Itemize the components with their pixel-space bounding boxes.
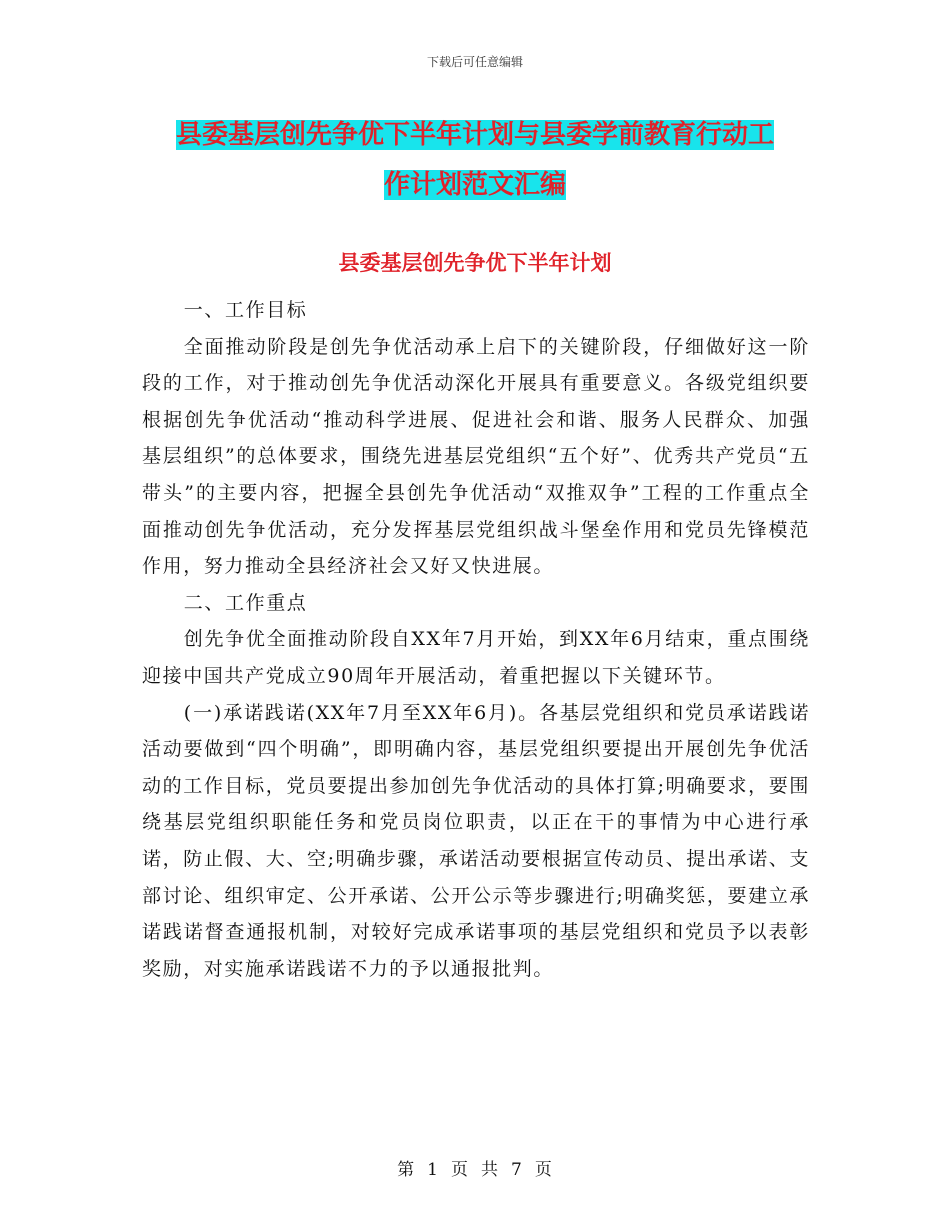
footer-page-unit: 页 — [451, 1160, 469, 1180]
page-footer — [0, 1155, 950, 1180]
footer-page-number: 1 — [427, 1160, 439, 1180]
paragraph: 全面推动阶段是创先争优活动承上启下的关键阶段，仔细做好这一阶段的工作，对于推动创先争优活动深化开展具有重要意义。各级党组织要根据创先争优活动“推动科学进展、促进社会和谐、服务人民群众、加强基层组织”的总体要求，围绕先进基层党组织“五个好”、优秀共产党员“五带头”的主要内容，把握全县创先争优活动“双推双争”工程的工作重点全面推动创先争优活动，充分发挥基层党组织战斗堡垒作用和党员先锋模范作用，努力推动全县经济社会又好又快进展。 — [142, 335, 810, 578]
section-title: 县委基层创先争优下半年计划 — [338, 251, 612, 275]
heading-work-goals: 一、工作目标 — [183, 299, 308, 321]
footer-page-label: 第 — [397, 1160, 416, 1180]
document-title — [140, 110, 810, 210]
document-title-line-1: 县委基层创先争优下半年计划与县委学前教育行动工 — [175, 120, 774, 150]
document-title-line-2: 作计划范文汇编 — [383, 170, 566, 200]
paragraph: (一)承诺践诺(XX年7月至XX年6月)。各基层党组织和党员承诺践诺活动要做到“四个明确”，即明确内容，基层党组织要提出开展创先争优活动的工作目标，党员要提出参加创先争优活动的具体打算;明确要求，要围绕基层党组织职能任务和党员岗位职责，以正在干的事情为中心进行承诺，防止假、大、空;明确步骤，承诺活动要根据宣传动员、提出承诺、支部讨论、组织审定、公开承诺、公开公示等步骤进行;明确奖惩，要建立承诺践诺督查通报机制，对较好完成承诺事项的基层党组织和党员予以表彰奖励，对实施承诺践诺不力的予以通报批判。 — [142, 701, 810, 980]
paragraph: 创先争优全面推动阶段自XX年7月开始，到XX年6月结束，重点围绕迎接中国共产党成立90周年开展活动，着重把握以下关键环节。 — [142, 628, 810, 687]
header-note: 下载后可任意编辑 — [426, 55, 523, 69]
footer-total-label: 共 — [481, 1160, 499, 1180]
heading-work-focus: 二、工作重点 — [183, 591, 308, 614]
footer-total-pages: 7 — [511, 1160, 523, 1180]
document-body — [142, 292, 810, 987]
footer-total-unit: 页 — [534, 1160, 553, 1180]
